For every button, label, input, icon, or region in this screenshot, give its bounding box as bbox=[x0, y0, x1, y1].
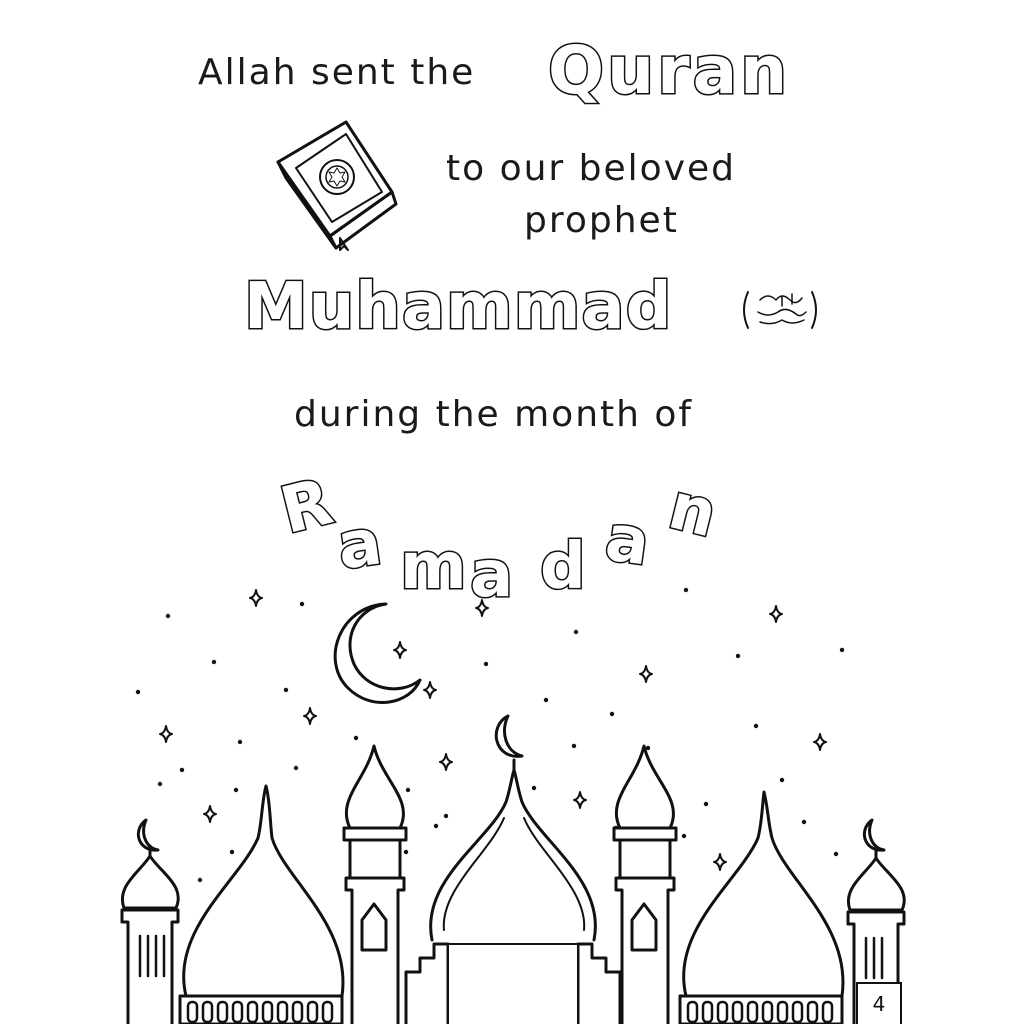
sparkle-star bbox=[574, 792, 586, 808]
sparkle-star bbox=[160, 726, 172, 742]
star-dot bbox=[840, 648, 844, 652]
star-dot bbox=[404, 850, 408, 854]
sparkle-star bbox=[640, 666, 652, 682]
ramadan-letter: n bbox=[661, 469, 724, 553]
star-dot bbox=[574, 630, 578, 634]
star-dot bbox=[704, 802, 708, 806]
sparkle-star bbox=[440, 754, 452, 770]
star-dot bbox=[610, 712, 614, 716]
sparkle-star bbox=[814, 734, 826, 750]
star-dot bbox=[166, 614, 170, 618]
star-dot bbox=[484, 662, 488, 666]
star-dot bbox=[834, 852, 838, 856]
star-dot bbox=[780, 778, 784, 782]
star-dot bbox=[802, 820, 806, 824]
salawat-calligraphy-icon bbox=[744, 292, 816, 328]
star-dot bbox=[230, 850, 234, 854]
ramadan-letter: d bbox=[540, 530, 586, 604]
ramadan-letter: a bbox=[333, 505, 387, 585]
sparkle-star bbox=[394, 642, 406, 658]
ramadan-letter: a bbox=[470, 538, 514, 612]
star-dot bbox=[354, 736, 358, 740]
star-dot bbox=[300, 602, 304, 606]
star-dot bbox=[544, 698, 548, 702]
sparkle-star bbox=[204, 806, 216, 822]
sparkle-star bbox=[770, 606, 782, 622]
star-dot bbox=[532, 786, 536, 790]
star-dot bbox=[572, 744, 576, 748]
sparkle-star bbox=[714, 854, 726, 870]
star-dot bbox=[212, 660, 216, 664]
intro-text: Allah sent the bbox=[198, 52, 476, 93]
ramadan-letter: a bbox=[601, 501, 655, 581]
sparkle-star bbox=[424, 682, 436, 698]
sparkle-star bbox=[250, 590, 262, 606]
star-dot bbox=[136, 690, 140, 694]
star-dot bbox=[158, 782, 162, 786]
star-dot bbox=[406, 788, 410, 792]
quran-book-icon bbox=[278, 122, 396, 250]
ramadan-letter: R bbox=[273, 465, 340, 549]
star-dot bbox=[238, 740, 242, 744]
page-number: 4 bbox=[856, 982, 902, 1024]
star-dot bbox=[682, 834, 686, 838]
muhammad-title: Muhammad bbox=[244, 270, 673, 344]
star-dot bbox=[234, 788, 238, 792]
star-dot bbox=[180, 768, 184, 772]
star-dot bbox=[684, 588, 688, 592]
prophet-text: prophet bbox=[524, 200, 679, 241]
crescent-moon-icon bbox=[335, 604, 420, 702]
sparkle-star bbox=[304, 708, 316, 724]
mosque-illustration bbox=[122, 716, 904, 1024]
star-dot bbox=[434, 824, 438, 828]
star-dot bbox=[444, 814, 448, 818]
sparkle-star bbox=[476, 600, 488, 616]
month-text: during the month of bbox=[294, 394, 694, 435]
star-dot bbox=[736, 654, 740, 658]
star-dot bbox=[294, 766, 298, 770]
quran-title: Quran bbox=[548, 32, 791, 109]
ramadan-letter: m bbox=[400, 530, 467, 604]
star-dot bbox=[198, 878, 202, 882]
star-dot bbox=[284, 688, 288, 692]
star-dot bbox=[754, 724, 758, 728]
beloved-text: to our beloved bbox=[446, 148, 737, 189]
